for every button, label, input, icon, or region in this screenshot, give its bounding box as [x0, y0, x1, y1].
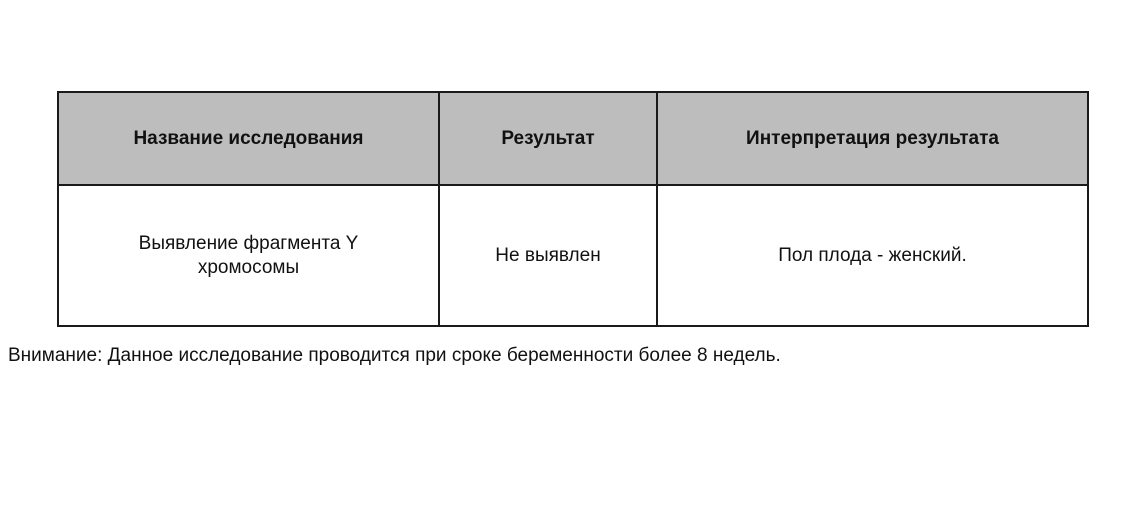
test-name-text: Выявление фрагмента Y хромосомы [138, 232, 359, 278]
results-table [57, 91, 1089, 327]
cell-interpretation: Пол плода - женский. [657, 185, 1088, 326]
attention-note: Внимание: Данное исследование проводится при сроке беременности более 8 недель. [8, 345, 781, 366]
table-header-row [58, 92, 1088, 185]
table-row [58, 185, 1088, 326]
header-interpretation: Интерпретация результата [657, 92, 1088, 185]
cell-result: Не выявлен [439, 185, 657, 326]
header-test-name: Название исследования [58, 92, 439, 185]
cell-test-name [58, 185, 439, 326]
header-result: Результат [439, 92, 657, 185]
